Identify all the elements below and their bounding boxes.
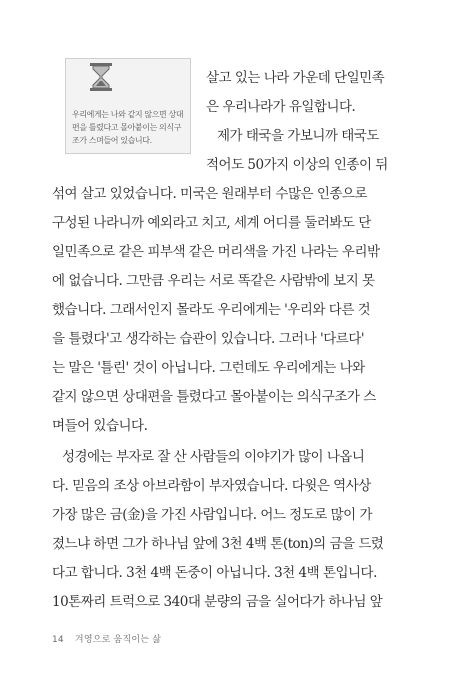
page-footer xyxy=(52,632,161,645)
body-line: 일민족으로 같은 피부색 같은 머리색을 가진 나라는 우리밖 xyxy=(52,244,380,260)
sidebar-line: 편을 틀렸다고 몰아붙이는 의식구 xyxy=(72,123,182,132)
body-line: 을 틀렸다'고 생각하는 습관이 있습니다. 그러나 '다르다' xyxy=(52,331,365,347)
body-line: 은 우리나라가 유일합니다. xyxy=(206,99,356,115)
body-line: 졌느냐 하면 그가 하나님 앞에 3천 4백 톤(ton)의 금을 드렸 xyxy=(52,536,384,552)
body-line: 했습니다. 그래서인지 몰라도 우리에게는 '우리와 다른 것 xyxy=(52,302,371,318)
body-line: 10톤짜리 트럭으로 340대 분량의 금을 실어다가 하나님 앞 xyxy=(52,594,383,610)
body-line: 섞여 살고 있었습니다. 미국은 원래부터 수많은 인종으로 xyxy=(52,186,367,202)
hourglass-icon xyxy=(87,62,115,92)
sidebar-note-text xyxy=(72,108,186,147)
body-line: 적어도 50가지 이상의 인종이 뒤 xyxy=(206,157,388,173)
body-line: 는 말은 '틀린' 것이 아닙니다. 그런데도 우리에게는 나와 xyxy=(52,360,365,376)
body-line: 다고 합니다. 3천 4백 돈중이 아닙니다. 3천 4백 톤입니다. xyxy=(52,565,377,581)
body-line: 제가 태국을 가보니까 태국도 xyxy=(217,128,379,144)
sidebar-line: 우리에게는 나와 같지 않으면 상대 xyxy=(72,110,184,119)
body-line: 다. 믿음의 조상 아브라함이 부자였습니다. 다윗은 역사상 xyxy=(52,478,371,494)
body-line: 성경에는 부자로 잘 산 사람들의 이야기가 많이 나옵니 xyxy=(62,449,365,465)
running-title: 겨영으로 움직이는 삶 xyxy=(74,635,162,645)
body-line: 구성된 나라니까 예외라고 치고, 세계 어디를 둘러봐도 단 xyxy=(52,215,371,231)
body-line: 같지 않으면 상대편을 틀렸다고 몰아붙이는 의식구조가 스 xyxy=(52,389,376,405)
body-line: 며들어 있습니다. xyxy=(52,418,148,434)
body-line: 에 없습니다. 그만큼 우리는 서로 똑같은 사람밖에 보지 못 xyxy=(52,273,375,289)
sidebar-line: 조가 스며들어 있습니다. xyxy=(72,136,152,145)
body-line: 살고 있는 나라 가운데 단일민족 xyxy=(206,70,385,86)
body-line: 가장 많은 금(金)을 가진 사람입니다. 어느 정도로 많이 가 xyxy=(52,507,373,523)
page-number: 14 xyxy=(52,635,64,645)
